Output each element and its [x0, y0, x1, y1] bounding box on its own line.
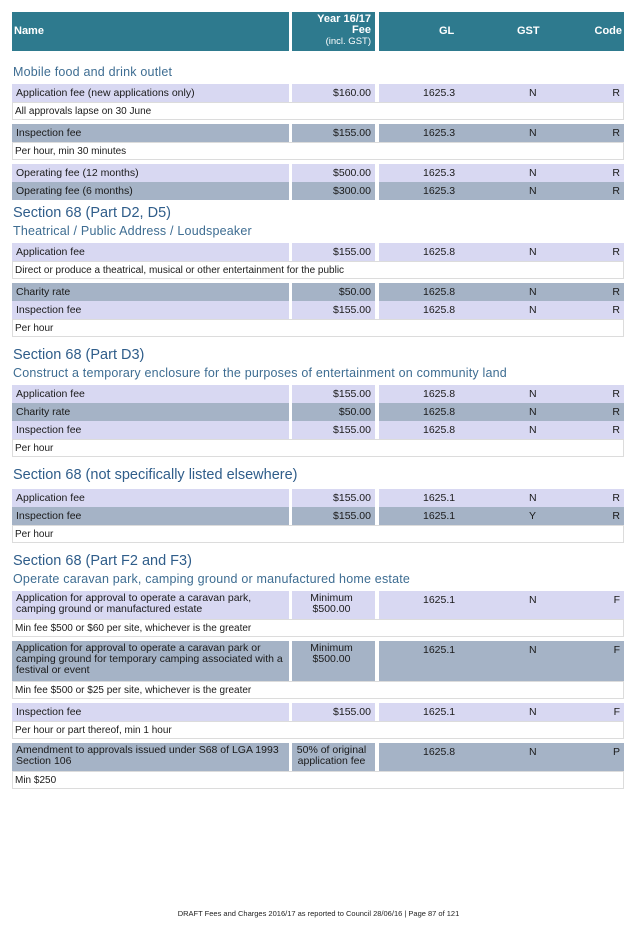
row-code: R	[612, 286, 620, 298]
row-fee: $300.00	[292, 182, 375, 200]
row-gst: N	[529, 87, 537, 99]
row-code: R	[612, 246, 620, 258]
header-gst: GST	[517, 25, 540, 37]
row-note: Per hour	[12, 525, 624, 543]
section-subtitle: Operate caravan park, camping ground or manufactured home estate	[13, 572, 411, 586]
row-note: Min fee $500 or $60 per site, whichever is the greater	[12, 619, 624, 637]
row-code: R	[612, 492, 620, 504]
row-name: Application fee	[12, 243, 289, 261]
row-gl: 1625.1	[423, 510, 456, 522]
table-row	[12, 385, 624, 403]
table-row	[12, 124, 624, 142]
row-code: R	[612, 87, 620, 99]
section-title: Section 68 (Part F2 and F3)	[13, 553, 192, 569]
row-codes	[379, 301, 624, 319]
row-fee: $155.00	[292, 507, 375, 525]
row-fee: $160.00	[292, 84, 375, 102]
row-gl: 1625.8	[423, 424, 456, 436]
row-name: Inspection fee	[12, 421, 289, 439]
row-name: Application fee	[12, 489, 289, 507]
header-fee	[292, 12, 375, 51]
row-code: R	[612, 127, 620, 139]
row-name: Inspection fee	[12, 301, 289, 319]
row-gst: N	[529, 644, 537, 656]
row-codes	[379, 385, 624, 403]
row-fee: $155.00	[292, 301, 375, 319]
row-code: R	[612, 167, 620, 179]
row-gl: 1625.3	[423, 185, 456, 197]
row-codes	[379, 84, 624, 102]
row-gst: N	[529, 246, 537, 258]
header-gl: GL	[439, 25, 455, 37]
header-codes	[379, 12, 624, 51]
row-fee: $50.00	[292, 283, 375, 301]
section-subtitle: Theatrical / Public Address / Loudspeaker	[13, 224, 252, 238]
table-row	[12, 421, 624, 439]
row-codes	[379, 489, 624, 507]
section-subtitle: Mobile food and drink outlet	[13, 65, 173, 79]
row-gst: N	[529, 304, 537, 316]
row-note: Per hour or part thereof, min 1 hour	[12, 721, 624, 739]
row-gst: N	[529, 706, 537, 718]
fee-table-page	[12, 12, 624, 793]
table-row	[12, 703, 624, 721]
row-code: R	[612, 406, 620, 418]
row-fee: $155.00	[292, 703, 375, 721]
row-gl: 1625.3	[423, 127, 456, 139]
header-fee-line3: (incl. GST)	[325, 36, 371, 47]
table-row	[12, 283, 624, 301]
row-codes	[379, 283, 624, 301]
table-row	[12, 591, 624, 619]
row-codes	[379, 182, 624, 200]
row-name: Amendment to approvals issued under S68 of LGA 1993 Section 106	[12, 743, 289, 771]
table-row	[12, 403, 624, 421]
row-code: F	[613, 644, 620, 656]
row-gl: 1625.3	[423, 87, 456, 99]
row-gl: 1625.8	[423, 304, 456, 316]
row-fee: $50.00	[292, 403, 375, 421]
header-fee-line1: Year 16/17	[317, 13, 371, 25]
row-note: Min fee $500 or $25 per site, whichever is the greater	[12, 681, 624, 699]
table-header	[12, 12, 624, 51]
row-codes	[379, 507, 624, 525]
row-gl: 1625.8	[423, 286, 456, 298]
section-title: Section 68 (Part D3)	[13, 347, 145, 363]
row-code: R	[612, 388, 620, 400]
row-fee: $500.00	[292, 164, 375, 182]
row-note: Direct or produce a theatrical, musical or other entertainment for the public	[12, 261, 624, 279]
table-row	[12, 507, 624, 525]
row-gl: 1625.1	[423, 706, 456, 718]
row-gst: N	[529, 594, 537, 606]
row-gl: 1625.1	[423, 644, 456, 656]
row-codes	[379, 591, 624, 619]
row-codes	[379, 403, 624, 421]
row-gst: N	[529, 127, 537, 139]
row-gst: N	[529, 406, 537, 418]
row-note: All approvals lapse on 30 June	[12, 102, 624, 120]
row-name: Application for approval to operate a caravan park or camping ground for temporary camping associated with a festival or event	[12, 641, 289, 681]
row-fee: 50% of original application fee	[292, 743, 375, 771]
row-gst: N	[529, 746, 537, 758]
row-gst: N	[529, 167, 537, 179]
row-gl: 1625.8	[423, 246, 456, 258]
row-name: Application fee	[12, 385, 289, 403]
table-row	[12, 182, 624, 200]
row-fee: $155.00	[292, 124, 375, 142]
row-gl: 1625.1	[423, 594, 456, 606]
row-gst: N	[529, 185, 537, 197]
table-row	[12, 301, 624, 319]
table-row	[12, 489, 624, 507]
row-codes	[379, 164, 624, 182]
header-name: Name	[12, 12, 289, 51]
row-gst: N	[529, 424, 537, 436]
row-codes	[379, 743, 624, 771]
section-subtitle: Construct a temporary enclosure for the purposes of entertainment on community land	[13, 366, 507, 380]
row-code: F	[613, 706, 620, 718]
row-codes	[379, 703, 624, 721]
section-title: Section 68 (not specifically listed elsewhere)	[13, 467, 298, 483]
row-note: Min $250	[12, 771, 624, 789]
table-row	[12, 641, 624, 681]
row-gst: N	[529, 286, 537, 298]
row-gst: N	[529, 388, 537, 400]
row-name: Application fee (new applications only)	[12, 84, 289, 102]
row-code: P	[612, 746, 620, 758]
table-row	[12, 743, 624, 771]
table-row	[12, 164, 624, 182]
row-name: Application for approval to operate a caravan park, camping ground or manufactured estate	[12, 591, 289, 619]
row-fee: $155.00	[292, 421, 375, 439]
header-fee-line2: Fee	[352, 24, 371, 36]
row-codes	[379, 421, 624, 439]
row-fee: $155.00	[292, 385, 375, 403]
row-fee: $155.00	[292, 243, 375, 261]
row-name: Inspection fee	[12, 124, 289, 142]
row-name: Operating fee (12 months)	[12, 164, 289, 182]
row-name: Charity rate	[12, 283, 289, 301]
row-gst: N	[529, 492, 537, 504]
row-gl: 1625.8	[423, 388, 456, 400]
row-name: Operating fee (6 months)	[12, 182, 289, 200]
row-gl: 1625.8	[423, 746, 456, 758]
row-codes	[379, 124, 624, 142]
row-fee: $155.00	[292, 489, 375, 507]
row-gst: Y	[529, 510, 537, 522]
row-gl: 1625.8	[423, 406, 456, 418]
row-gl: 1625.3	[423, 167, 456, 179]
row-code: R	[612, 510, 620, 522]
table-row	[12, 243, 624, 261]
table-row	[12, 84, 624, 102]
row-note: Per hour	[12, 319, 624, 337]
header-code: Code	[594, 25, 622, 37]
row-name: Inspection fee	[12, 703, 289, 721]
row-fee: Minimum $500.00	[292, 591, 375, 619]
row-name: Inspection fee	[12, 507, 289, 525]
row-code: R	[612, 185, 620, 197]
row-note: Per hour, min 30 minutes	[12, 142, 624, 160]
section-title: Section 68 (Part D2, D5)	[13, 205, 171, 221]
row-code: R	[612, 424, 620, 436]
row-name: Charity rate	[12, 403, 289, 421]
row-code: F	[613, 594, 620, 606]
row-gl: 1625.1	[423, 492, 456, 504]
row-codes	[379, 243, 624, 261]
row-note: Per hour	[12, 439, 624, 457]
row-codes	[379, 641, 624, 681]
row-fee: Minimum $500.00	[292, 641, 375, 681]
row-code: R	[612, 304, 620, 316]
page-footer: DRAFT Fees and Charges 2016/17 as reported to Council 28/06/16 | Page 87 of 121	[177, 909, 460, 918]
